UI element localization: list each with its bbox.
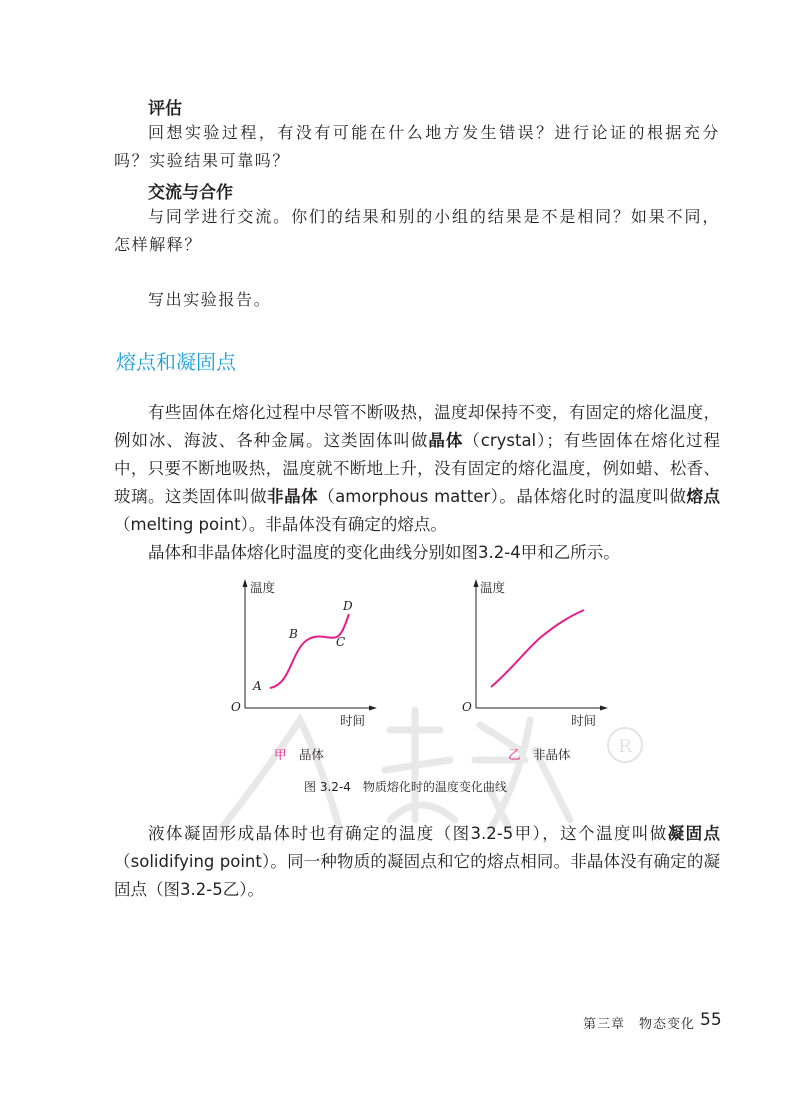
report-text: 写出实验报告。 [148, 290, 272, 309]
caption-mark-jia: 甲 [274, 747, 287, 762]
chapter-label: 第三章 物态变化 [583, 1017, 696, 1032]
amorphous-y-label: 温度 [480, 580, 506, 595]
term-melting-point: 熔点 [686, 487, 721, 506]
amorphous-x-label: 时间 [571, 713, 597, 728]
communication-text: 与同学进行交流。你们的结果和别的小组的结果是不是相同？如果不同，怎样解释？ [114, 207, 720, 254]
paragraph-figure-ref: 晶体和非晶体熔化时温度的变化曲线分别如图3.2-4甲和乙所示。 [148, 543, 620, 562]
point-c-label: C [336, 635, 346, 649]
y-axis-arrow [474, 579, 479, 587]
section-title: 熔点和凝固点 [116, 350, 236, 374]
crystal-caption [274, 745, 324, 763]
caption-text-amorphous: 非晶体 [533, 747, 571, 762]
svg-text:R: R [618, 736, 632, 757]
x-axis-arrow [600, 706, 608, 711]
communication-heading: 交流与合作 [148, 183, 233, 203]
x-axis-arrow [369, 706, 377, 711]
caption-text-crystal: 晶体 [299, 747, 325, 762]
evaluation-text: 回想实验过程，有没有可能在什么地方发生错误？进行论证的根据充分吗？实验结果可靠吗？ [114, 123, 720, 170]
term-amorphous: 非晶体 [267, 487, 319, 506]
origin-label: O [231, 700, 241, 714]
amorphous-caption [508, 745, 571, 763]
caption-mark-yi: 乙 [508, 747, 521, 762]
point-d-label: D [343, 599, 353, 613]
origin-label: O [462, 700, 472, 714]
crystal-y-label: 温度 [250, 580, 276, 595]
point-a-label: A [253, 679, 262, 693]
crystal-melting-curve [270, 614, 349, 688]
evaluation-heading: 评估 [148, 99, 182, 119]
amorphous-melting-curve [491, 610, 584, 687]
y-axis-arrow [243, 579, 248, 587]
crystal-x-label: 时间 [340, 713, 366, 728]
term-crystal: 晶体 [428, 431, 464, 450]
figure-caption: 图 3.2-4 物质熔化时的温度变化曲线 [304, 780, 507, 794]
term-solidifying-point: 凝固点 [667, 824, 720, 843]
paragraph-crystal: 有些固体在熔化过程中尽管不断吸热，温度却保持不变，有固定的熔化温度，例如冰、海波、各种金属。这类固体叫做晶体（crystal）；有些固体在熔化过程中，只要不断地吸热，温度就不断地上升，没有固定的熔化温度，例如蜡、松香、玻璃。这类固体叫做非晶体（amorphous matter）。晶体熔化时的温度叫做熔点（melting point）。非晶体没有确定的熔点。 [114, 403, 721, 534]
page-number: 55 [700, 1010, 722, 1030]
paragraph-solidifying: 液体凝固形成晶体时也有确定的温度（图3.2-5甲），这个温度叫做凝固点（solidifying point）。同一种物质的凝固点和它的熔点相同。非晶体没有确定的凝固点（图3.2-5乙）。 [114, 824, 720, 899]
point-b-label: B [289, 627, 298, 641]
